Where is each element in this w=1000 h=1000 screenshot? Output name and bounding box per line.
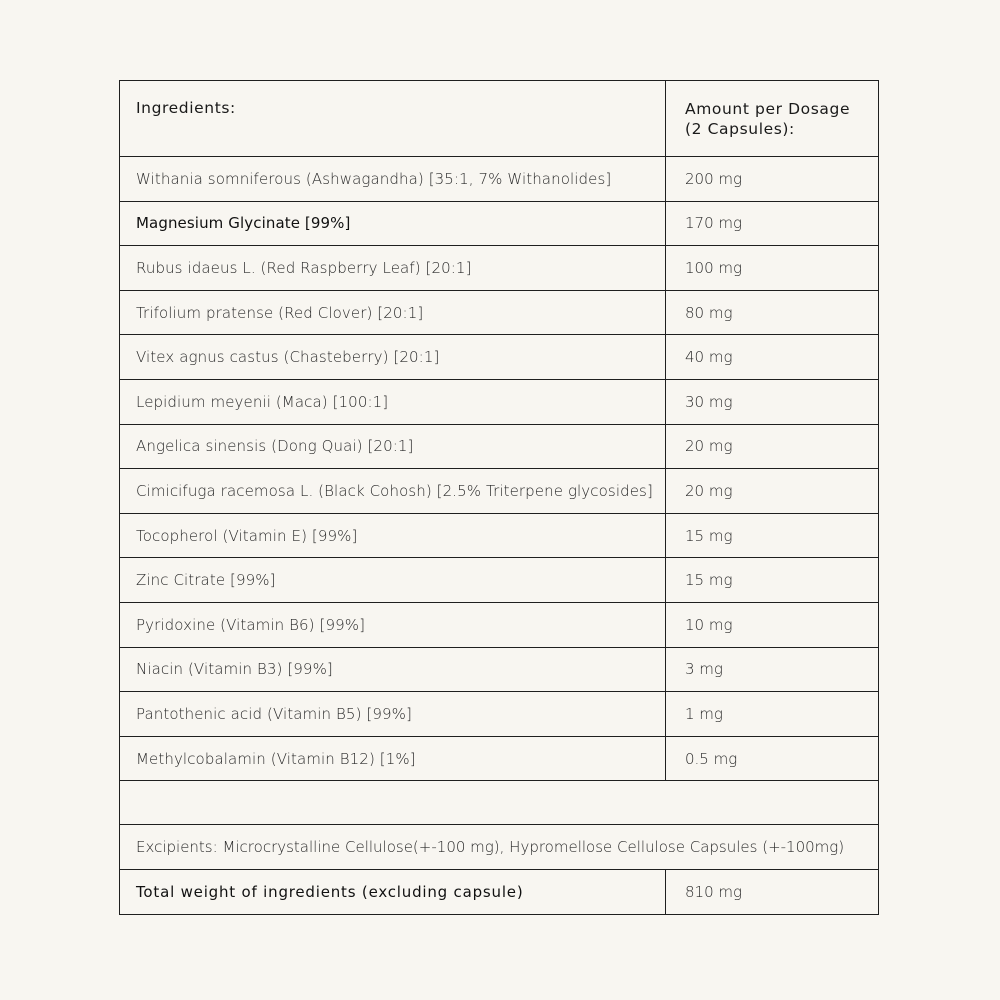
- ingredient-name: Zinc Citrate [99%]: [120, 558, 666, 602]
- ingredient-amount: 15 mg: [685, 571, 733, 590]
- table-row: [120, 469, 878, 514]
- table-row: [120, 380, 878, 425]
- table-row: [120, 692, 878, 737]
- ingredient-amount: 1 mg: [685, 704, 723, 723]
- ingredient-amount: 3 mg: [685, 660, 723, 679]
- table-row: [120, 514, 878, 559]
- excipients-row: [120, 825, 878, 870]
- ingredient-amount: 0.5 mg: [685, 749, 738, 768]
- ingredient-name: Trifolium pratense (Red Clover) [20:1]: [120, 291, 666, 335]
- ingredient-name: Angelica sinensis (Dong Quai) [20:1]: [120, 425, 666, 469]
- ingredient-amount: 200 mg: [685, 169, 743, 188]
- ingredients-table: [119, 80, 879, 915]
- table-row: [120, 425, 878, 470]
- ingredient-amount: 30 mg: [685, 392, 733, 411]
- table-row: [120, 648, 878, 693]
- table-row: [120, 603, 878, 648]
- table-row: [120, 157, 878, 202]
- table-header-row: [120, 81, 878, 157]
- ingredient-amount: 15 mg: [685, 526, 733, 545]
- ingredient-name: Pyridoxine (Vitamin B6) [99%]: [120, 603, 666, 647]
- ingredient-name: Magnesium Glycinate [99%]: [120, 202, 666, 246]
- blank-cell: [120, 781, 878, 824]
- ingredient-amount: 100 mg: [685, 258, 743, 277]
- ingredients-header: Ingredients:: [120, 81, 666, 156]
- ingredient-name: Methylcobalamin (Vitamin B12) [1%]: [120, 737, 666, 781]
- total-row: [120, 870, 878, 914]
- ingredient-amount: 80 mg: [685, 303, 733, 322]
- ingredient-name: Tocopherol (Vitamin E) [99%]: [120, 514, 666, 558]
- total-label: Total weight of ingredients (excluding capsule): [120, 870, 666, 914]
- ingredient-amount: 20 mg: [685, 437, 733, 456]
- total-amount: 810 mg: [685, 883, 743, 902]
- ingredient-name: Withania somniferous (Ashwagandha) [35:1, 7% Withanolides]: [120, 157, 666, 201]
- excipients-text: Excipients: Microcrystalline Cellulose(+-100 mg), Hypromellose Cellulose Capsules (+-100mg): [136, 838, 845, 857]
- ingredient-name: Pantothenic acid (Vitamin B5) [99%]: [120, 692, 666, 736]
- table-row: [120, 291, 878, 336]
- ingredient-amount: 20 mg: [685, 481, 733, 500]
- ingredient-amount: 40 mg: [685, 348, 733, 367]
- table-row: [120, 558, 878, 603]
- table-row: [120, 335, 878, 380]
- table-row: [120, 202, 878, 247]
- table-row: [120, 246, 878, 291]
- blank-row: [120, 781, 878, 825]
- ingredient-name: Niacin (Vitamin B3) [99%]: [120, 648, 666, 692]
- ingredient-name: Vitex agnus castus (Chasteberry) [20:1]: [120, 335, 666, 379]
- ingredient-amount: 10 mg: [685, 615, 733, 634]
- ingredient-name: Cimicifuga racemosa L. (Black Cohosh) [2.5% Triterpene glycosides]: [120, 469, 666, 513]
- ingredient-name: Rubus idaeus L. (Red Raspberry Leaf) [20:1]: [120, 246, 666, 290]
- ingredient-name: Lepidium meyenii (Maca) [100:1]: [120, 380, 666, 424]
- table-row: [120, 737, 878, 782]
- amount-header: Amount per Dosage (2 Capsules):: [685, 100, 851, 138]
- ingredient-amount: 170 mg: [685, 214, 743, 233]
